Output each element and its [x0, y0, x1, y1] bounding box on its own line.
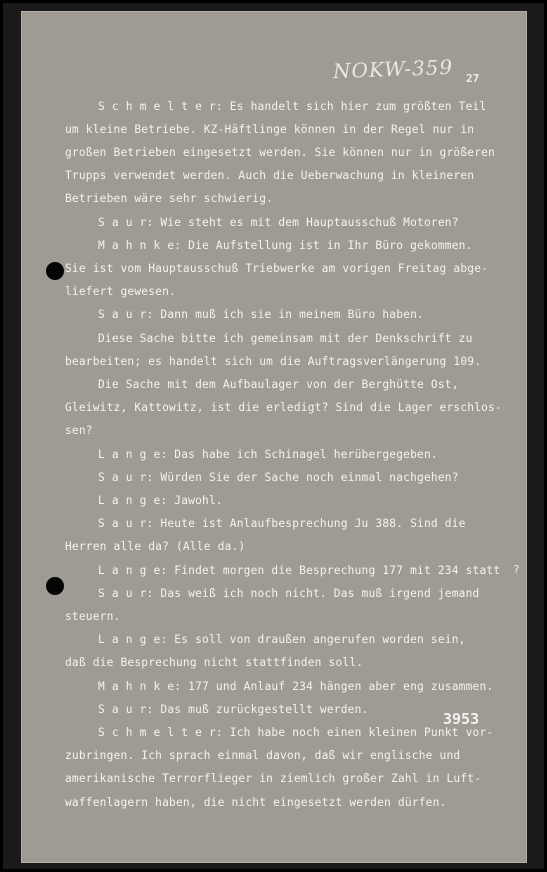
margin-question-mark: ? [513, 563, 520, 576]
text-line: Trupps verwendet werden. Auch die Ueberwachung in kleineren [65, 169, 475, 182]
text-line: S c h m e l t e r: Ich habe noch einen kleinen Punkt vor- [98, 726, 494, 739]
text-line: liefert gewesen. [65, 285, 176, 298]
text-line: Die Sache mit dem Aufbaulager von der Berghütte Ost, [98, 378, 459, 391]
text-line: zubringen. Ich sprach einmal davon, daß wir englische und [65, 749, 461, 762]
punch-hole-top [46, 262, 64, 280]
text-line: S a u r: Das weiß ich noch nicht. Das muß irgend jemand [98, 587, 480, 600]
text-line: S a u r: Das muß zurückgestellt werden. [98, 703, 369, 716]
text-line: Herren alle da? (Alle da.) [65, 540, 246, 553]
text-line: bearbeiten; es handelt sich um die Auftragsverlängerung 109. [65, 355, 482, 368]
text-line: Gleiwitz, Kattowitz, ist die erledigt? Sind die Lager erschlos- [65, 401, 502, 414]
archive-reference-handwritten: NOKW-359 [332, 54, 454, 84]
text-line: S a u r: Würden Sie der Sache noch einmal nachgehen? [98, 471, 459, 484]
text-line: Betrieben wäre sehr schwierig. [65, 192, 274, 205]
text-line: L a n g e: Es soll von draußen angerufen worden sein, [98, 633, 466, 646]
text-line: amerikanische Terrorflieger in ziemlich großer Zahl in Luft- [65, 772, 482, 785]
scan-background [3, 3, 544, 869]
text-line: Diese Sache bitte ich gemeinsam mit der Denkschrift zu [98, 332, 473, 345]
text-line: M a h n k e: 177 und Anlauf 234 hängen aber eng zusammen. [98, 680, 494, 693]
text-line: sen? [65, 424, 93, 437]
text-line: S a u r: Dann muß ich sie in meinem Büro haben. [98, 308, 424, 321]
text-line: großen Betrieben eingesetzt werden. Sie können nur in größeren [65, 146, 495, 159]
text-line: um kleine Betriebe. KZ-Häftlinge können in der Regel nur in [65, 123, 475, 136]
text-line: S a u r: Heute ist Anlaufbesprechung Ju 388. Sind die [98, 517, 466, 530]
text-line: daß die Besprechung nicht stattfinden soll. [65, 656, 364, 669]
text-line: Sie ist vom Hauptausschuß Triebwerke am vorigen Freitag abge- [65, 262, 489, 275]
text-line: L a n g e: Das habe ich Schinagel herübergegeben. [98, 448, 438, 461]
text-line: S c h m e l t e r: Es handelt sich hier zum größten Teil [98, 100, 487, 113]
page-number: 27 [466, 72, 480, 85]
document-page [21, 11, 527, 863]
text-line: L a n g e: Jawohl. [98, 494, 223, 507]
text-line: steuern. [65, 610, 121, 623]
punch-hole-bottom [46, 577, 64, 595]
text-line: M a h n k e: Die Aufstellung ist in Ihr Büro gekommen. [98, 239, 473, 252]
text-line: L a n g e: Findet morgen die Besprechung 177 mit 234 statt [98, 564, 501, 577]
text-line: waffenlagern haben, die nicht eingesetzt werden dürfen. [65, 796, 447, 809]
stamp-number: 3953 [443, 710, 480, 728]
text-line: S a u r: Wie steht es mit dem Hauptausschuß Motoren? [98, 216, 459, 229]
